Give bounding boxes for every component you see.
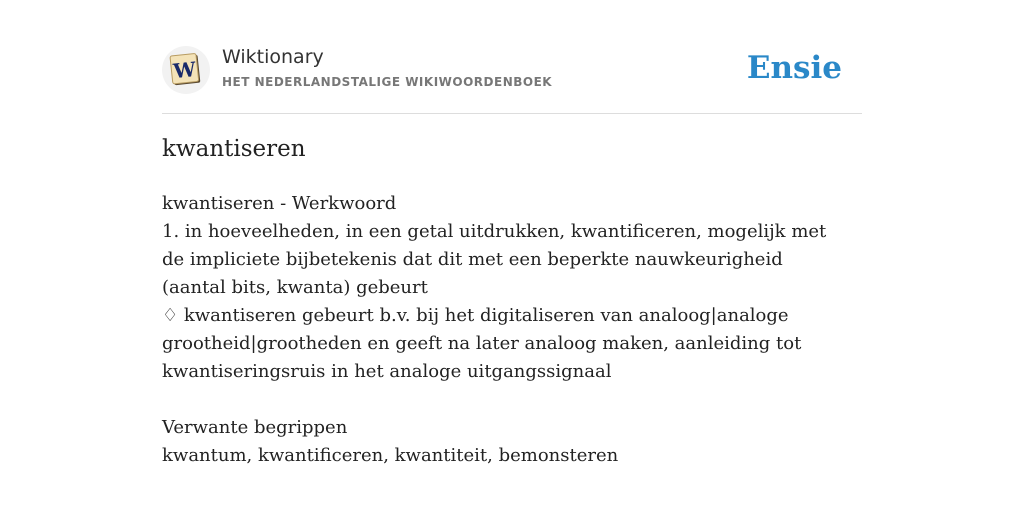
page-title: kwantiseren — [162, 136, 306, 162]
entry-example: ♢ kwantiseren gebeurt b.v. bij het digitaliseren van analoog|analoge grootheid|grootheden en geeft na later analoog maken, aanleiding tot kwantiseringsruis in het analoge uitgangssignaal — [162, 305, 802, 382]
logo-letter: W — [172, 57, 197, 84]
wiktionary-logo[interactable] — [162, 46, 210, 94]
brand-logo-ensie[interactable]: Ensie — [746, 50, 842, 86]
wiktionary-tile-icon — [162, 46, 210, 94]
site-name[interactable]: Wiktionary — [222, 46, 324, 68]
entry-content — [162, 190, 852, 470]
header-divider — [162, 113, 862, 114]
entry-definition: 1. in hoeveelheden, in een getal uitdrukken, kwantificeren, mogelijk met de impliciete bijbetekenis dat dit met een beperkte nauwkeurigheid (aantal bits, kwanta) gebeurt — [162, 221, 827, 298]
site-header — [162, 44, 862, 100]
related-heading: Verwante begrippen — [162, 417, 348, 438]
related-terms: kwantum, kwantificeren, kwantiteit, bemonsteren — [162, 445, 619, 466]
site-tagline: HET NEDERLANDSTALIGE WIKIWOORDENBOEK — [222, 75, 553, 89]
paragraph-spacer — [162, 386, 852, 414]
entry-heading: kwantiseren - Werkwoord — [162, 193, 397, 214]
